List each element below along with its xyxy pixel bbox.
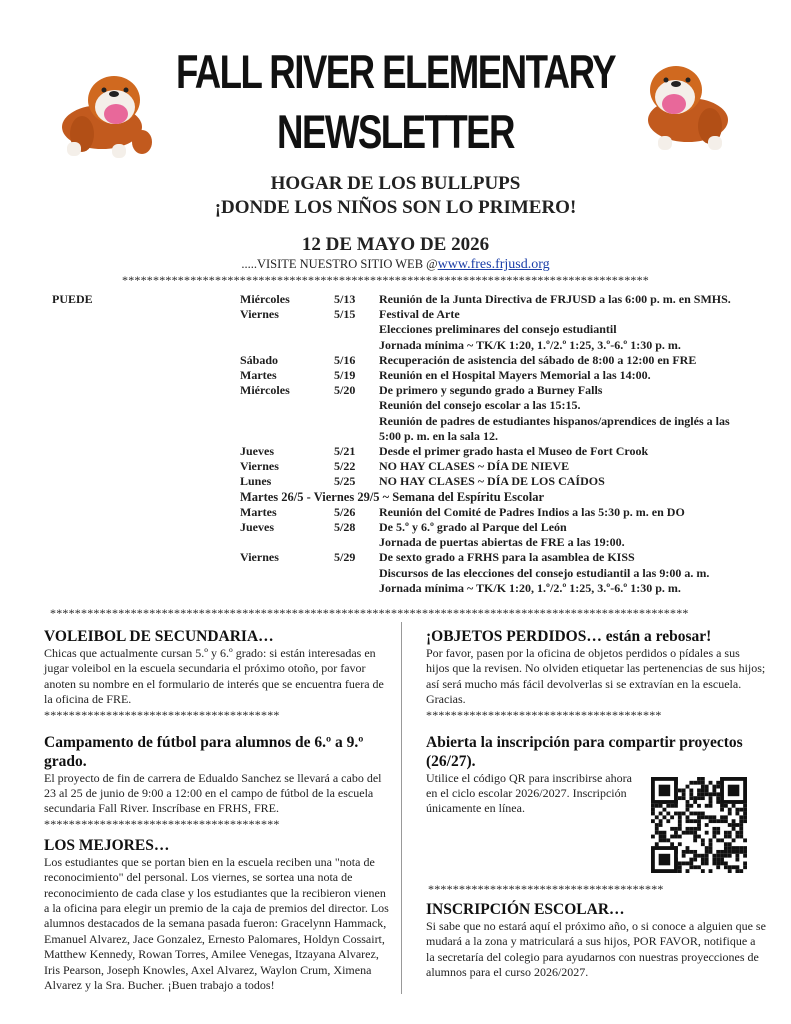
soccer-text: El proyecto de fin de carrera de Edualdo Sanchez se llevará a cabo del 23 al 25 de junio de 9:00 a 12:00 en el campo de fútbol de la escuela secundaria Fall River. Inscríbase en FRHS, FRE. [44, 770, 382, 816]
spirit-week-line: Martes 26/5 - Viernes 29/5 ~ Semana del Espíritu Escolar [240, 489, 545, 504]
projects-heading: Abierta la inscripción para compartir proyectos (26/27). [426, 733, 743, 770]
calendar-date: 5/19 [334, 368, 356, 383]
calendar-day: Viernes [240, 307, 279, 322]
calendar-day [240, 414, 334, 444]
calendar-date: 5/25 [334, 474, 356, 489]
website-link[interactable]: www.fres.frjusd.org [437, 257, 550, 272]
calendar-event: Jornada mínima ~ TK/K 1:20, 1.º/2.º 1:25, 3.º-6.º 1:30 p. m. [379, 580, 681, 595]
calendar-event: De 5.º y 6.º grado al Parque del León [379, 520, 567, 535]
calendar-event: NO HAY CLASES ~ DÍA DE LOS CAÍDOS [379, 474, 605, 489]
volleyball-text: Chicas que actualmente cursan 5.º y 6.º grado: si están interesadas en jugar voleibol en la escuela secundaria el próximo otoño, por favor anoten su nombre en el formulario de interés que se encuentra fuera de la oficina de FRE. [44, 646, 384, 707]
best-heading: LOS MEJORES… [44, 836, 170, 854]
separator-stars: ************************************************************************************* [122, 273, 649, 287]
calendar-event: Recuperación de asistencia del sábado de 8:00 a 12:00 en FRE [379, 352, 697, 367]
calendar-row [240, 444, 760, 459]
calendar-row [240, 368, 760, 383]
soccer-heading: Campamento de fútbol para alumnos de 6.º a 9.º grado. [44, 733, 364, 770]
left-column [44, 627, 389, 994]
newsletter-title-line1: FALL RIVER ELEMENTARY [175, 45, 616, 98]
calendar-date [334, 566, 379, 581]
calendar-date [334, 581, 379, 596]
calendar-day [240, 566, 334, 581]
lost-found-text: Por favor, pasen por la oficina de objetos perdidos o pídales a sus hijos que la revisen. No olviden etiquetar las pertenencias de sus hijos; así será mucho más fácil devolverlas si se extravían en la escuela. Gracias. [426, 646, 766, 707]
calendar-row [240, 398, 760, 413]
enrollment-text: Si sabe que no estará aquí el próximo año, o si conoce a alguien que se mudará a la zona y matriculará a sus hijos, POR FAVOR, notifique a la secretaría del colegio para ayudarnos con nuestras proyecciones de alumnos para el curso 2026/2027. [426, 919, 766, 980]
lost-found-heading: ¡OBJETOS PERDIDOS… están a rebosar! [426, 628, 712, 645]
separator-stars: ************************************** [426, 707, 662, 722]
calendar-event: Festival de Arte [379, 307, 460, 322]
calendar-day [240, 322, 334, 337]
calendar-day: Jueves [240, 444, 274, 459]
calendar-row [240, 505, 760, 520]
calendar-date [334, 322, 379, 337]
calendar-day: Lunes [240, 474, 272, 489]
calendar-day [240, 338, 334, 353]
projects-text: Utilice el código QR para inscribirse ahora en el ciclo escolar 2026/2027. Inscripción únicamente en línea. [426, 770, 632, 816]
best-text: Los estudiantes que se portan bien en la escuela reciben una "nota de reconocimiento" del personal. Los viernes, se sortea una nota de reconocimiento de cada clase y los estudiantes que la recibieron vienen a la oficina para elegir un premio de la caja de premios del director. Los alumnos destacados de la semana pasada fueron: Gracelynn Hammack, Emanuel Alvarez, Jace Gonzalez, Ernesto Palomares, Holdyn Cossairt, Matthew Kennedy, Rowan Torres, Amilee Venegas, Itzayana Alvarez, Iris Pearson, Joseph Knowles, Axel Alvarez, Waylon Crum, Ximena Alvarez y la Sra. Bucher. ¡Buen trabajo a todos! [44, 854, 389, 993]
calendar-row [240, 535, 760, 550]
calendar-event: Reunión del Comité de Padres Indios a las 5:30 p. m. en DO [379, 504, 685, 519]
newsletter-title-line2: NEWSLETTER [277, 105, 514, 158]
calendar-event: Discursos de las elecciones del consejo estudiantil a las 9:00 a. m. [379, 565, 710, 580]
calendar-row [240, 383, 760, 398]
calendar-date: 5/16 [334, 352, 356, 367]
calendar-event: Desde el primer grado hasta el Museo de Fort Crook [379, 444, 649, 459]
calendar-date: 5/29 [334, 550, 356, 565]
calendar-day: Martes [240, 368, 277, 383]
calendar-day: Jueves [240, 520, 274, 535]
separator-stars: ************************************** [44, 707, 280, 722]
calendar-row [240, 474, 760, 489]
enrollment-section [426, 900, 766, 981]
visit-text: .....VISITE NUESTRO SITIO WEB @ [241, 257, 438, 271]
calendar-day: Viernes [240, 550, 279, 565]
calendar-day [240, 398, 334, 413]
calendar-day: Viernes [240, 459, 279, 474]
calendar-row [240, 520, 760, 535]
calendar-event: Reunión de la Junta Directiva de FRJUSD a las 6:00 p. m. en SMHS. [379, 292, 731, 306]
calendar-date [334, 414, 379, 444]
calendar-day [240, 581, 334, 596]
calendar-event: Elecciones preliminares del consejo estudiantil [379, 322, 617, 337]
calendar-row [240, 307, 760, 322]
calendar-date: 5/13 [334, 292, 356, 306]
calendar-date: 5/28 [334, 520, 356, 535]
calendar-event: NO HAY CLASES ~ DÍA DE NIEVE [379, 459, 570, 474]
calendar-event: Jornada de puertas abiertas de FRE a las 19:00. [379, 535, 625, 550]
qr-code-icon[interactable] [651, 777, 747, 873]
column-divider [401, 622, 402, 994]
calendar-day: Miércoles [240, 292, 290, 306]
calendar-row [240, 581, 760, 596]
calendar-row [240, 566, 760, 581]
separator-stars: ************************************** [428, 882, 664, 896]
separator-stars: ************************************** [44, 816, 280, 831]
calendar-row [240, 550, 760, 565]
enrollment-heading: INSCRIPCIÓN ESCOLAR… [426, 901, 625, 918]
calendar-events [240, 292, 760, 596]
calendar-day [240, 535, 334, 550]
subtitle-motto: ¡DONDE LOS NIÑOS SON LO PRIMERO! [214, 197, 577, 218]
calendar-event: De primero y segundo grado a Burney Falls [379, 383, 603, 398]
volleyball-heading: VOLEIBOL DE SECUNDARIA… [44, 628, 274, 645]
calendar-row [240, 459, 760, 474]
calendar-date [334, 535, 379, 550]
calendar-date: 5/15 [334, 307, 356, 322]
calendar-month-label: PUEDE [52, 292, 93, 306]
calendar-day: Martes [240, 504, 277, 519]
calendar-date: 5/26 [334, 504, 356, 519]
visit-website-line [0, 257, 791, 273]
calendar-date [334, 338, 379, 353]
calendar-row [240, 353, 760, 368]
calendar-date: 5/21 [334, 444, 356, 459]
calendar-date: 5/22 [334, 459, 356, 474]
calendar-event: Jornada mínima ~ TK/K 1:20, 1.º/2.º 1:25, 3.º-6.º 1:30 p. m. [379, 337, 681, 352]
calendar-event: Reunión de padres de estudiantes hispanos/aprendices de inglés a las 5:00 p. m. en la sala 12. [379, 413, 730, 443]
calendar-day: Miércoles [240, 383, 290, 398]
calendar-event: Reunión del consejo escolar a las 15:15. [379, 398, 581, 413]
calendar-row [240, 322, 760, 337]
subtitle-home: HOGAR DE LOS BULLPUPS [270, 173, 521, 194]
calendar-date: 5/20 [334, 383, 356, 398]
newsletter-date: 12 DE MAYO DE 2026 [301, 234, 490, 255]
calendar-date [334, 398, 379, 413]
calendar-row [240, 414, 760, 444]
right-column [426, 627, 766, 873]
separator-stars-long: ******************************************************************************************************* [50, 606, 689, 620]
calendar-event: De sexto grado a FRHS para la asamblea de KISS [379, 550, 635, 565]
calendar-row [240, 338, 760, 353]
calendar-day: Sábado [240, 352, 279, 367]
calendar-row [240, 292, 760, 307]
calendar-event: Reunión en el Hospital Mayers Memorial a las 14:00. [379, 368, 651, 383]
